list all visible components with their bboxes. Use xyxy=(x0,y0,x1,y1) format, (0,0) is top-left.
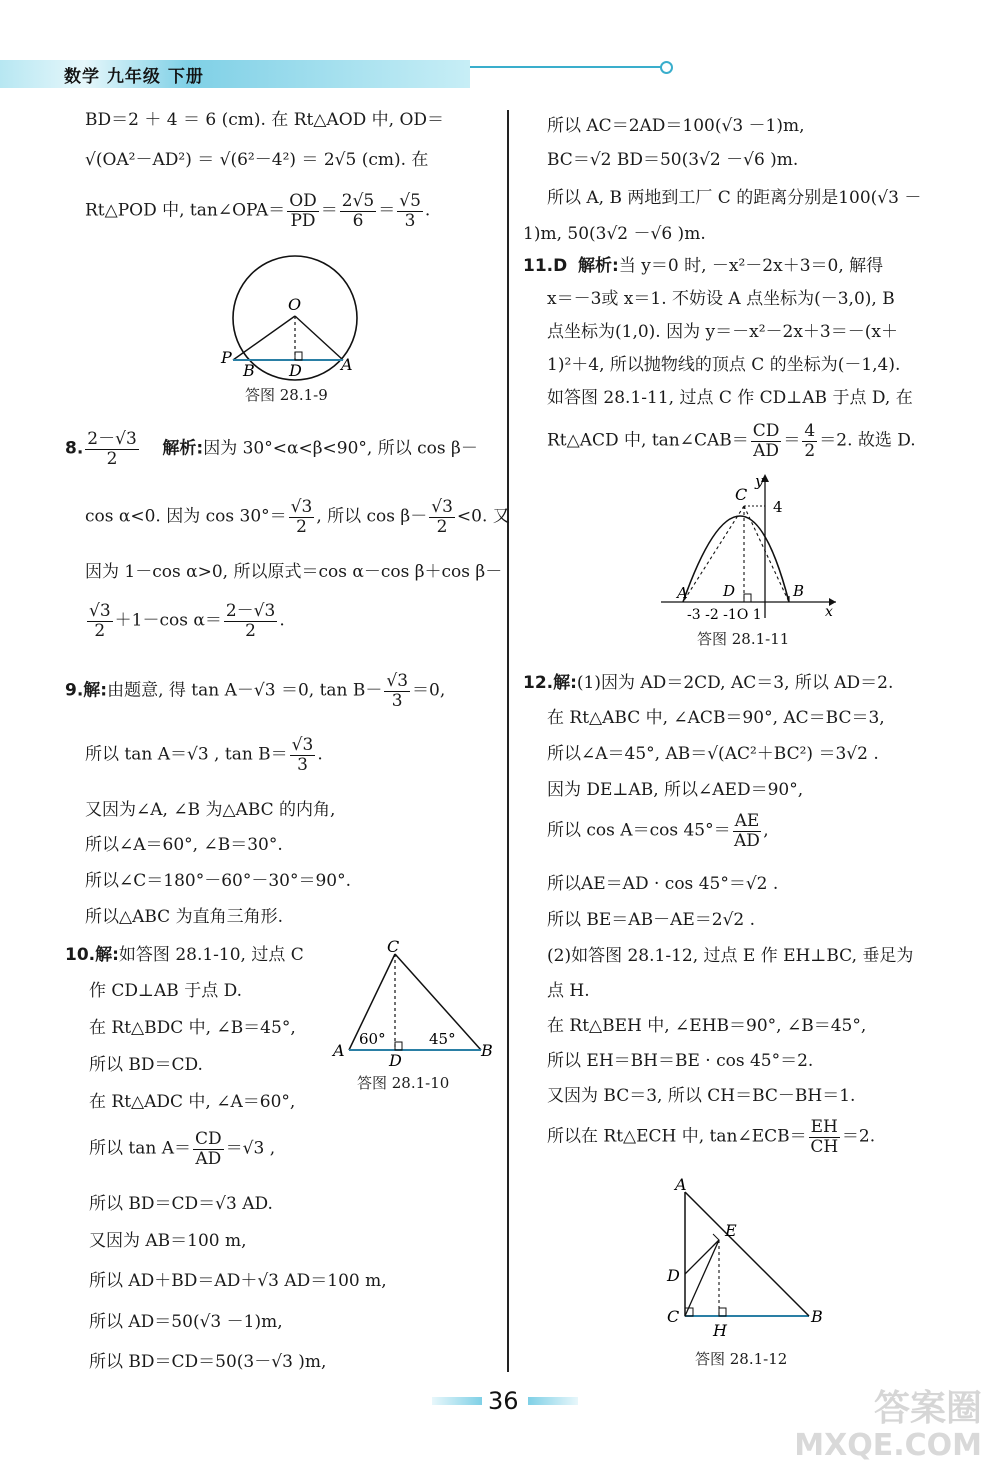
figure-28-1-12 xyxy=(663,1176,833,1346)
text-line: 所以 AD＋BD＝AD＋√3 AD＝100 m, xyxy=(89,1271,387,1291)
text-line: x＝－3或 x＝1. 不妨设 A 点坐标为(－3,0), B xyxy=(547,289,895,309)
text-line: √(OA²－AD²) ＝ √(6²－4²) ＝ 2√5 (cm). 在 xyxy=(85,150,429,170)
text-line: 又因为 AB＝100 m, xyxy=(89,1231,247,1251)
label-A: A xyxy=(333,1041,345,1060)
figure-28-1-9 xyxy=(215,252,365,392)
text-line: 所以∠A＝45°, AB＝√(AC²＋BC²) ＝3√2 . xyxy=(547,744,879,764)
text-line: 因为 1－cos α>0, 所以原式＝cos α－cos β＋cos β－ xyxy=(85,562,503,582)
text-line: 在 Rt△BEH 中, ∠EHB＝90°, ∠B＝45°, xyxy=(547,1016,867,1036)
text-line: 1)m, 50(3√2 －√6 )m. xyxy=(523,224,706,244)
angle-45: 45° xyxy=(429,1030,456,1048)
text-line: 所以∠A＝60°, ∠B＝30°. xyxy=(85,835,283,855)
label-D: D xyxy=(667,1266,680,1285)
label-A: A xyxy=(341,355,353,374)
label-D: D xyxy=(723,582,736,600)
label-y: y xyxy=(755,472,764,490)
text-line: 所以 A, B 两地到工厂 C 的距离分别是100(√3 － xyxy=(547,188,922,208)
text-line: 所以 BE＝AB－AE＝2√2 . xyxy=(547,910,756,930)
text-line: 所以 cos A＝cos 45°＝ $\frac{AE}{AD}$ , xyxy=(547,811,769,851)
angle-60: 60° xyxy=(359,1030,386,1048)
label-C: C xyxy=(735,485,748,504)
text-line: 所以∠C＝180°－60°－30°＝90°. xyxy=(85,871,351,891)
text-line: 所以△ABC 为直角三角形. xyxy=(85,907,283,927)
text-line: (2)如答图 28.1-12, 过点 E 作 EH⊥BC, 垂足为 xyxy=(547,946,914,966)
text-line: 所以 BD＝CD＝√3 AD. xyxy=(89,1194,273,1214)
watermark-logo: 答案圈 xyxy=(873,1388,982,1429)
label-4: 4 xyxy=(773,498,783,516)
label-C: C xyxy=(387,940,400,956)
label-A: A xyxy=(675,1176,687,1194)
label-B: B xyxy=(811,1307,823,1326)
text-line: 所以AE＝AD · cos 45°＝√2 . xyxy=(547,874,779,894)
label-x: x xyxy=(825,604,833,620)
figure-caption: 答图 28.1-11 xyxy=(697,630,790,648)
text-line: 所以 AC＝2AD＝100(√3 －1)m, xyxy=(547,116,805,136)
figure-caption: 答图 28.1-10 xyxy=(357,1074,450,1092)
text-line: Rt△ACD 中, tan∠CAB＝ $\frac{CD}{AD}$ ＝ $\frac{4}{2}$ ＝2. 故选 D. xyxy=(547,421,916,461)
page-header xyxy=(0,52,1000,92)
text-line: 所以 tan A＝ $\frac{CD}{AD}$ ＝√3 , xyxy=(89,1129,276,1169)
footer-ornament-left xyxy=(432,1397,482,1405)
header-dot xyxy=(660,61,673,74)
text-line: $\frac{√3}{2}$ ＋1－cos α＝ $\frac{2-√3}{2}$ . xyxy=(89,601,285,641)
label-A: A xyxy=(677,584,688,602)
label-B: B xyxy=(481,1041,493,1060)
question-10: 10.解:如答图 28.1-10, 过点 C xyxy=(65,945,304,965)
label-E: E xyxy=(725,1221,737,1240)
header-title: 数学 九年级 下册 xyxy=(64,67,204,87)
text-line: 点 H. xyxy=(547,981,590,1001)
label-P: P xyxy=(221,348,232,367)
text-line: 又因为∠A, ∠B 为△ABC 的内角, xyxy=(85,800,336,820)
question-11: 11.D 解析:当 y＝0 时, －x²－2x＋3＝0, 解得 xyxy=(523,256,884,276)
label-H: H xyxy=(713,1321,727,1340)
label-C: C xyxy=(667,1307,680,1326)
text-line: 所以 AD＝50(√3 －1)m, xyxy=(89,1312,283,1332)
figure-caption: 答图 28.1-9 xyxy=(245,386,328,404)
text-line: 如答图 28.1-11, 过点 C 作 CD⊥AB 于点 D, 在 xyxy=(547,388,913,408)
text-line: 1)²＋4, 所以抛物线的顶点 C 的坐标为(－1,4). xyxy=(547,355,901,375)
label-D: D xyxy=(389,1051,402,1070)
page-number: 36 xyxy=(488,1387,519,1415)
question-12: 12.解:(1)因为 AD＝2CD, AC＝3, 所以 AD＝2. xyxy=(523,673,894,693)
label-D: D xyxy=(289,361,302,380)
x-ticks: -3 -2 -1O 1 xyxy=(687,607,762,620)
text-line: cos α<0. 因为 cos 30°＝ $\frac{√3}{2}$ , 所以 cos β－ $\frac{√3}{2}$ <0. 又 xyxy=(85,497,510,537)
text-line: 在 Rt△ABC 中, ∠ACB＝90°, AC＝BC＝3, xyxy=(547,708,885,728)
figure-28-1-10 xyxy=(329,940,499,1070)
text-line: 所以 EH＝BH＝BE · cos 45°＝2. xyxy=(547,1051,814,1071)
text-line: BD＝2 ＋ 4 ＝ 6 (cm). 在 Rt△AOD 中, OD＝ xyxy=(85,110,445,130)
watermark-url: MXQE.COM xyxy=(794,1428,982,1463)
question-9: 9.解:由题意, 得 tan A－√3 ＝0, tan B－ $\frac{√3}{3}$ ＝0, xyxy=(65,671,446,711)
text-line: 作 CD⊥AB 于点 D. xyxy=(89,981,243,1001)
text-line: 点坐标为(1,0). 因为 y＝－x²－2x＋3＝－(x＋ xyxy=(547,322,898,342)
text-line: 在 Rt△ADC 中, ∠A＝60°, xyxy=(89,1092,296,1112)
footer-ornament-right xyxy=(528,1397,578,1405)
label-B: B xyxy=(243,361,255,380)
text-line: 所以 BD＝CD＝50(3－√3 )m, xyxy=(89,1352,327,1372)
label-O: O xyxy=(288,295,302,314)
text-line: Rt△POD 中, tan∠OPA＝ $\frac{OD}{PD}$ ＝ $\frac{2√5}{6}$ ＝ $\frac{√5}{3}$ . xyxy=(85,191,431,231)
text-line: 所以 tan A＝√3 , tan B＝ $\frac{√3}{3}$ . xyxy=(85,735,323,775)
text-line: 所以在 Rt△ECH 中, tan∠ECB＝ $\frac{EH}{CH}$ ＝2. xyxy=(547,1117,876,1157)
question-8: 8. $\frac{2-√3}{2}$ 解析:因为 30°<α<β<90°, 所以 cos β－ xyxy=(65,429,478,469)
figure-caption: 答图 28.1-12 xyxy=(695,1350,788,1368)
text-line: 在 Rt△BDC 中, ∠B＝45°, xyxy=(89,1018,296,1038)
text-line: 所以 BD＝CD. xyxy=(89,1055,203,1075)
text-line: BC＝√2 BD＝50(3√2 －√6 )m. xyxy=(547,150,799,170)
column-divider xyxy=(507,110,509,1372)
text-line: 又因为 BC＝3, 所以 CH＝BC－BH＝1. xyxy=(547,1086,856,1106)
text-line: 因为 DE⊥AB, 所以∠AED＝90°, xyxy=(547,780,804,800)
header-rule xyxy=(470,66,662,68)
label-B: B xyxy=(793,582,805,600)
figure-28-1-11 xyxy=(661,470,841,620)
